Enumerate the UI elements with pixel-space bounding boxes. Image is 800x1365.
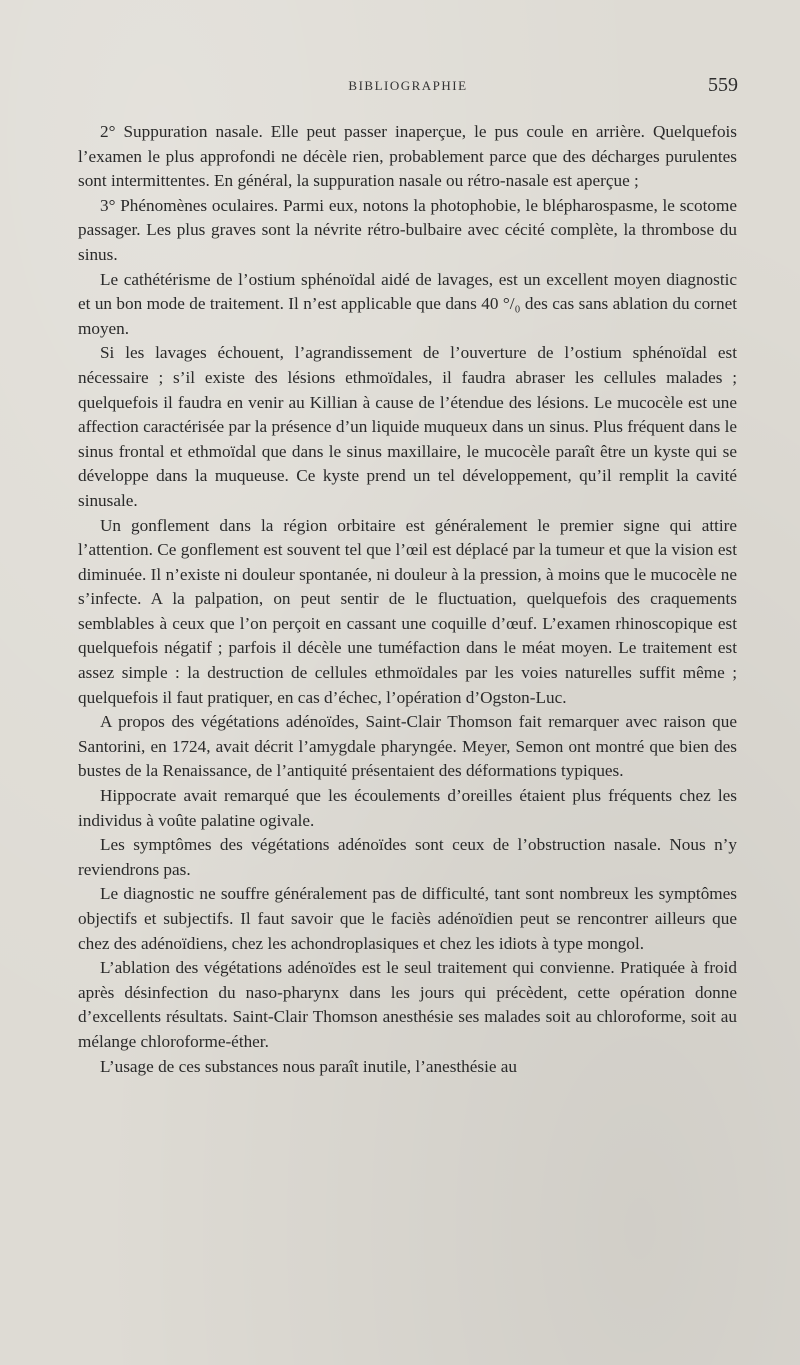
paragraph-symptomes: Les symptômes des végétations adénoïdes sont ceux de l’obstruction nasale. Nous n’y reviendrons pas. <box>78 835 737 879</box>
running-title: BIBLIOGRAPHIE <box>348 78 468 93</box>
paragraph-ablation: L’ablation des végétations adénoïdes est le seul traitement qui convienne. Pratiquée à froid après désinfection du naso-pharynx dans les jours qui précèdent, cette opération donne d’excellents résultats. Saint-Clair Thomson anesthésie ses malades soit au chloroforme, soit au mélange chloroforme-éther. <box>78 958 737 1051</box>
running-head <box>78 74 738 102</box>
paragraph-diagnostic: Le diagnostic ne souffre généralement pas de difficulté, tant sont nombreux les symptômes objectifs et subjectifs. Il faut savoir que le faciès adénoïdien peut se rencontrer ailleurs que chez des adénoïdiens, chez les achondroplasiques et chez les idiots à type mongol. <box>78 884 737 953</box>
body-text <box>78 120 737 1079</box>
paragraph-gonflement: Un gonflement dans la région orbitaire est généralement le premier signe qui attire l’attention. Ce gonflement est souvent tel que l’œil est déplacé par la tumeur et que la vision est diminuée. Il n’existe ni douleur spontanée, ni douleur à la pression, à moins que le mucocèle ne s’infecte. A la palpation, on peut sentir de le fluctuation, quelquefois des craquements semblables à ceux que l’on perçoit en cassant une coquille d’œuf. L’examen rhinoscopique est quelquefois négatif ; parfois il décèle une tuméfaction dans le méat moyen. Le traitement est assez simple : la destruction de cellules ethmoïdales par les voies naturelles suffit même ; quelquefois il faut pratiquer, en cas d’échec, l’opération d’Ogston-Luc. <box>78 515 737 707</box>
paragraph-phenomenes-oculaires: 3° Phénomènes oculaires. Parmi eux, notons la photophobie, le blépharospasme, le scotome passager. Les plus graves sont la névrite rétro-bulbaire avec cécité complète, la thrombose du sinus. <box>78 195 737 264</box>
paragraph-usage: L’usage de ces substances nous paraît inutile, l’anesthésie au <box>100 1056 517 1076</box>
paragraph-suppuration: 2° Suppuration nasale. Elle peut passer inaperçue, le pus coule en arrière. Quelquefois l’examen le plus approfondi ne décèle rien, probablement parce que des décharges purulentes sont intermittentes. En général, la suppuration nasale ou rétro-nasale est aperçue ; <box>78 122 737 191</box>
paragraph-hippocrate: Hippocrate avait remarqué que les écoulements d’oreilles étaient plus fréquents chez les individus à voûte palatine ogivale. <box>78 786 737 830</box>
paragraph-catheterisme: Le cathétérisme de l’ostium sphénoïdal aidé de lavages, est un excellent moyen diagnostic et un bon mode de traitement. Il n’est applicable que dans 40 °/₀ des cas sans ablation du cornet moyen. <box>78 269 737 338</box>
paragraph-vegetations-adenoides: A propos des végétations adénoïdes, Saint-Clair Thomson fait remarquer avec raison que Santorini, en 1724, avait décrit l’amygdale pharyngée. Meyer, Semon ont montré que bien des bustes de la Renaissance, de l’antiquité présentaient des déformations typiques. <box>78 712 737 781</box>
paragraph-lavages-mucocele: Si les lavages échouent, l’agrandissement de l’ouverture de l’ostium sphénoïdal est nécessaire ; s’il existe des lésions ethmoïdales, il faudra abraser les cellules malades ; quelquefois il faudra en venir au Killian à cause de l’étendue des lésions. Le mucocèle est une affection caractérisée par la présence d’un liquide muqueux dans un sinus. Plus fréquent dans le sinus frontal et ethmoïdal que dans le sinus maxillaire, le mucocèle paraît être un kyste qui se développe dans la muqueuse. Ce kyste prend un tel développement, qu’il remplit la cavité sinusale. <box>78 343 737 510</box>
page-number: 559 <box>708 74 738 96</box>
